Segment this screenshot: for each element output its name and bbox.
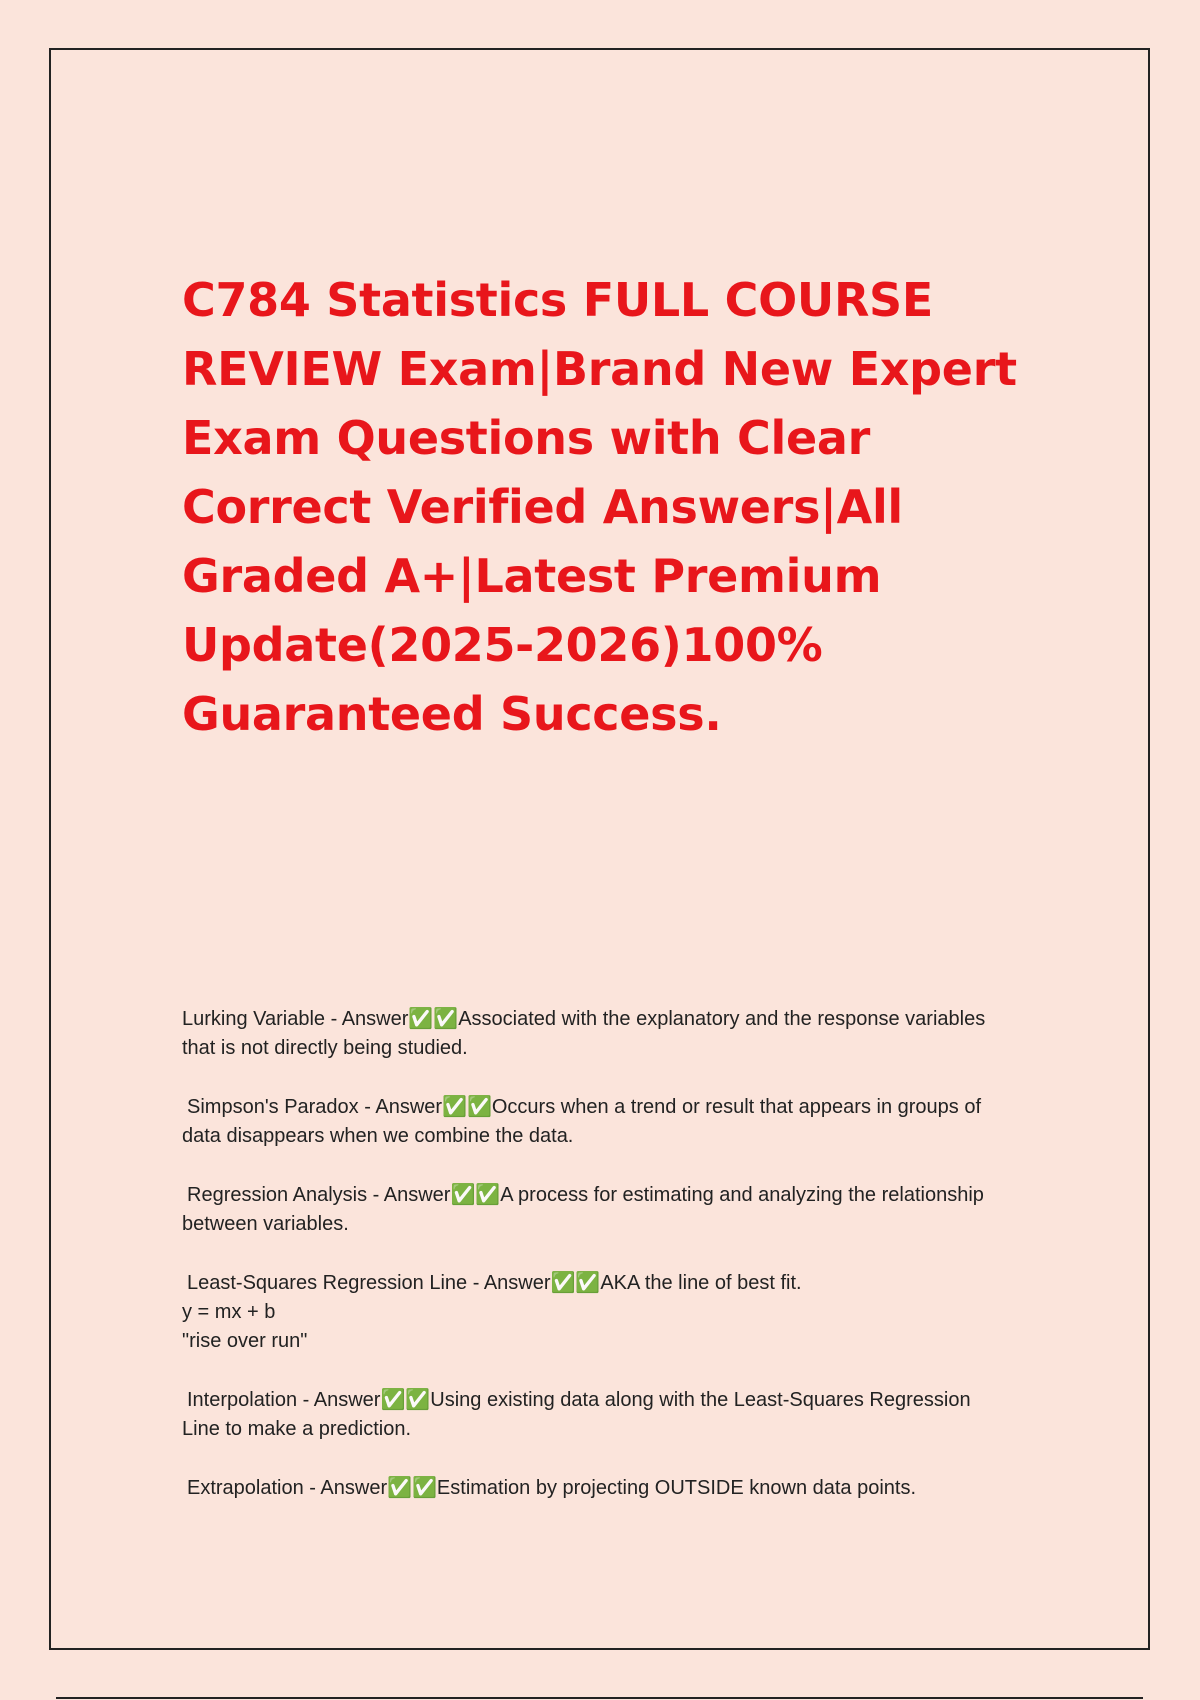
answer-separator: - Answer✅✅ xyxy=(297,1389,431,1411)
answer-separator: - Answer✅✅ xyxy=(467,1272,601,1294)
qa-entry-lurking-variable xyxy=(182,1005,1012,1063)
qa-entry-least-squares-line xyxy=(182,1269,1012,1356)
qa-term: Interpolation xyxy=(187,1389,298,1411)
qa-definition: Occurs when a trend or result that appears in groups of data disappears when we combine the data. xyxy=(182,1096,987,1147)
qa-list xyxy=(182,1005,1012,1533)
answer-separator: - Answer✅✅ xyxy=(367,1184,501,1206)
qa-definition: Estimation by projecting OUTSIDE known data points. xyxy=(436,1477,917,1499)
qa-definition: AKA the line of best fit. y = mx + b "rise over run" xyxy=(182,1272,802,1352)
qa-entry-simpsons-paradox xyxy=(182,1093,1012,1151)
qa-term: Extrapolation xyxy=(187,1477,304,1499)
answer-separator: - Answer✅✅ xyxy=(358,1096,492,1118)
qa-definition: Associated with the explanatory and the response variables that is not directly being studied. xyxy=(182,1008,991,1059)
qa-term: Simpson's Paradox xyxy=(187,1096,359,1118)
qa-entry-regression-analysis xyxy=(182,1181,1012,1239)
qa-definition: Using existing data along with the Least-Squares Regression Line to make a prediction. xyxy=(182,1389,977,1440)
qa-definition: A process for estimating and analyzing the relationship between variables. xyxy=(182,1184,990,1235)
qa-term: Least-Squares Regression Line xyxy=(187,1272,468,1294)
qa-entry-extrapolation xyxy=(182,1474,1012,1503)
document-title: C784 Statistics FULL COURSE REVIEW Exam|Brand New Expert Exam Questions with Clear Correct Verified Answers|All Graded A+|Latest Premium Update(2025-2026)100% Guaranteed Success. xyxy=(182,273,1017,741)
answer-separator: - Answer✅✅ xyxy=(303,1477,437,1499)
answer-separator: - Answer✅✅ xyxy=(325,1008,459,1030)
next-page-edge xyxy=(56,1697,1143,1699)
qa-entry-interpolation xyxy=(182,1386,1012,1444)
qa-term: Regression Analysis xyxy=(187,1184,368,1206)
qa-term: Lurking Variable xyxy=(182,1008,326,1030)
